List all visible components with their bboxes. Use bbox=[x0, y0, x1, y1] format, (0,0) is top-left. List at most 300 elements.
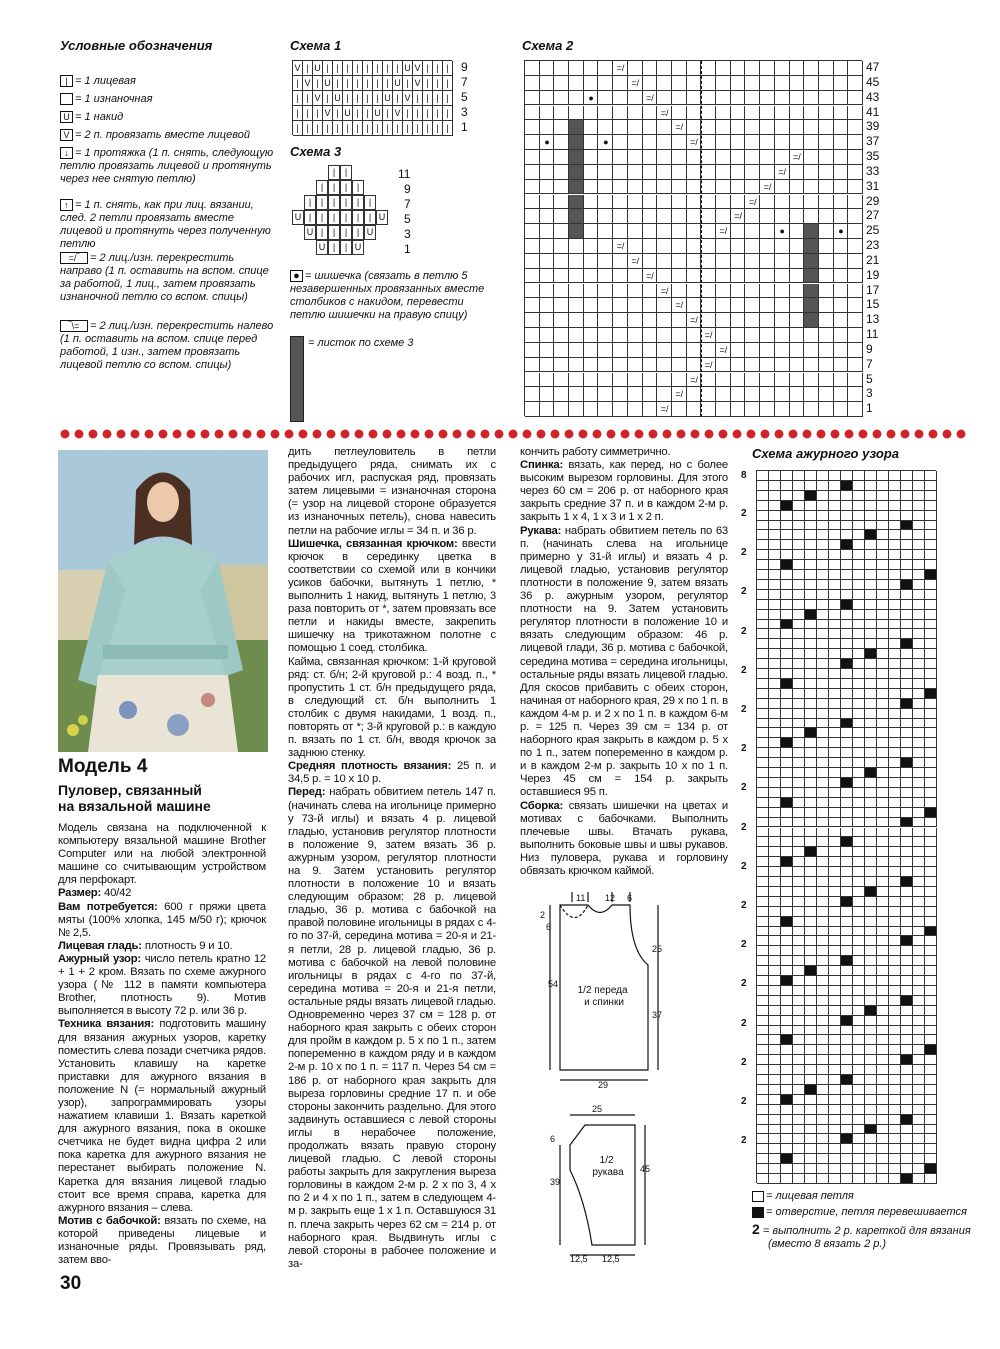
chart-cell bbox=[865, 679, 877, 689]
model-title: Модель 4 bbox=[58, 756, 148, 777]
chart-cell bbox=[829, 649, 841, 659]
legend-item-cross-left: ‾\= = 2 лиц./изн. перекрестить налево (1 п. оставить на вспом. спице перед работой, 1 изн., затем провязать лицевой петлю со вспом. спицы) bbox=[60, 320, 274, 371]
chart-cell bbox=[643, 343, 658, 358]
chart-cell bbox=[769, 540, 781, 550]
chart-cell bbox=[525, 284, 540, 299]
cross-mark: =/ bbox=[748, 196, 757, 207]
chart-cell bbox=[805, 1085, 817, 1095]
chart-cell bbox=[805, 1035, 817, 1045]
chart-cell bbox=[925, 847, 937, 857]
chart-cell bbox=[913, 540, 925, 550]
chart-cell bbox=[745, 135, 760, 150]
chart-cell bbox=[769, 1006, 781, 1016]
chart-cell bbox=[901, 689, 913, 699]
chart-cell bbox=[829, 986, 841, 996]
scheme3-grid bbox=[292, 165, 392, 255]
dim-width-25: 25 bbox=[592, 1104, 603, 1114]
chart-cell bbox=[757, 669, 769, 679]
chart-cell bbox=[913, 669, 925, 679]
knit-symbol-icon: | bbox=[60, 75, 73, 87]
chart-cell bbox=[817, 649, 829, 659]
chart-cell bbox=[716, 358, 731, 373]
chart-cell bbox=[554, 269, 569, 284]
chart-cell bbox=[757, 828, 769, 838]
chart-cell bbox=[901, 887, 913, 897]
chart-cell bbox=[841, 511, 853, 521]
chart-cell bbox=[841, 699, 853, 709]
chart-cell bbox=[889, 689, 901, 699]
chart-cell bbox=[889, 956, 901, 966]
chart-cell bbox=[525, 224, 540, 239]
chart-cell bbox=[865, 600, 877, 610]
chart-cell bbox=[805, 1125, 817, 1135]
chart-cell bbox=[769, 659, 781, 669]
chart-cell bbox=[757, 481, 769, 491]
chart-cell bbox=[731, 343, 746, 358]
chart-cell bbox=[865, 877, 877, 887]
chart-cell bbox=[925, 1095, 937, 1105]
chart-cell bbox=[781, 1144, 793, 1154]
chart-cell bbox=[745, 373, 760, 388]
chart-cell bbox=[925, 689, 937, 699]
scheme2-row: 45 bbox=[866, 74, 880, 89]
chart-cell bbox=[853, 481, 865, 491]
chart-cell bbox=[913, 491, 925, 501]
chart-cell bbox=[853, 590, 865, 600]
chart-cell bbox=[913, 788, 925, 798]
chart-cell bbox=[853, 1045, 865, 1055]
chart-cell bbox=[877, 887, 889, 897]
chart-cell bbox=[525, 61, 540, 76]
chart-cell bbox=[901, 570, 913, 580]
chart-cell bbox=[781, 778, 793, 788]
chart-cell bbox=[817, 550, 829, 560]
chart-cell bbox=[925, 1105, 937, 1115]
chart-cell bbox=[889, 1105, 901, 1115]
chart-cell bbox=[672, 358, 687, 373]
chart-cell bbox=[793, 639, 805, 649]
chart-cell bbox=[757, 936, 769, 946]
chart-cell bbox=[628, 180, 643, 195]
chart-cell bbox=[901, 1115, 913, 1125]
chart-cell bbox=[925, 590, 937, 600]
chart-cell bbox=[687, 387, 702, 402]
chart-cell bbox=[925, 629, 937, 639]
chart-cell bbox=[901, 818, 913, 828]
chart-cell bbox=[877, 877, 889, 887]
chart-cell bbox=[901, 1026, 913, 1036]
chart-cell bbox=[805, 521, 817, 531]
chart-cell bbox=[925, 501, 937, 511]
chart-cell bbox=[769, 590, 781, 600]
chart-cell bbox=[841, 1164, 853, 1174]
chart-cell bbox=[769, 1085, 781, 1095]
chart-cell bbox=[853, 828, 865, 838]
cross-left-symbol-icon: ‾\= bbox=[60, 320, 88, 332]
chart-cell: V bbox=[413, 76, 423, 91]
scheme2-row: 17 bbox=[866, 282, 880, 297]
chart-cell bbox=[877, 610, 889, 620]
chart-cell bbox=[834, 150, 849, 165]
lace-row-2: 2 bbox=[741, 860, 747, 872]
chart-cell bbox=[793, 818, 805, 828]
chart-cell bbox=[584, 239, 599, 254]
chart-cell bbox=[829, 798, 841, 808]
legend-item-cross-right: =/‾ = 2 лиц./изн. перекрестить направо (1 п. оставить на вспом. спице за работой, 1 лиц., затем провязать изнаночной петлю со вспом. спицы) bbox=[60, 252, 269, 303]
legend-item-bobble: ● = шишечка (связать в петлю 5 незавершенных провязанных вместе столбиков с накидом, перевести петлю шишечки на правую спицу) bbox=[290, 270, 485, 321]
chart-cell bbox=[817, 639, 829, 649]
chart-cell bbox=[805, 808, 817, 818]
chart-cell bbox=[598, 91, 613, 106]
chart-cell bbox=[805, 550, 817, 560]
chart-cell bbox=[569, 224, 584, 239]
chart-cell: | bbox=[443, 61, 453, 76]
chart-cell bbox=[925, 1164, 937, 1174]
chart-cell bbox=[901, 501, 913, 511]
chart-cell bbox=[643, 180, 658, 195]
chart-cell bbox=[716, 239, 731, 254]
chart-cell bbox=[554, 180, 569, 195]
chart-cell: | bbox=[353, 106, 363, 121]
chart-cell bbox=[757, 590, 769, 600]
chart-cell: | bbox=[343, 121, 353, 136]
chart-cell bbox=[781, 808, 793, 818]
chart-cell bbox=[793, 501, 805, 511]
chart-cell bbox=[701, 373, 716, 388]
lace-row-2: 2 bbox=[741, 939, 747, 951]
chart-cell bbox=[841, 867, 853, 877]
chart-cell bbox=[793, 956, 805, 966]
chart-cell bbox=[781, 610, 793, 620]
chart-cell: | bbox=[343, 61, 353, 76]
sleeve-piece bbox=[570, 1125, 635, 1245]
chart-cell bbox=[701, 106, 716, 121]
chart-cell bbox=[628, 284, 643, 299]
chart-cell bbox=[877, 1035, 889, 1045]
chart-cell bbox=[745, 328, 760, 343]
chart-cell bbox=[829, 996, 841, 1006]
chart-cell bbox=[829, 867, 841, 877]
chart-cell bbox=[841, 501, 853, 511]
chart-cell bbox=[793, 1055, 805, 1065]
chart-cell bbox=[657, 343, 672, 358]
chart-cell bbox=[853, 600, 865, 610]
chart-cell bbox=[775, 343, 790, 358]
chart-cell bbox=[865, 1095, 877, 1105]
chart-cell bbox=[760, 328, 775, 343]
chart-cell bbox=[865, 491, 877, 501]
chart-cell bbox=[877, 966, 889, 976]
chart-cell bbox=[793, 976, 805, 986]
chart-cell bbox=[805, 709, 817, 719]
purl-symbol-icon bbox=[60, 93, 73, 105]
chart-cell bbox=[865, 956, 877, 966]
chart-cell bbox=[829, 946, 841, 956]
chart-cell bbox=[687, 343, 702, 358]
chart-cell bbox=[889, 788, 901, 798]
chart-cell bbox=[781, 1016, 793, 1026]
chart-cell bbox=[628, 269, 643, 284]
dim-height-54: 54 bbox=[548, 979, 559, 989]
chart-cell bbox=[817, 1134, 829, 1144]
chart-cell bbox=[569, 328, 584, 343]
chart-cell bbox=[781, 679, 793, 689]
chart-cell bbox=[781, 659, 793, 669]
chart-cell bbox=[889, 1174, 901, 1184]
cross-mark: =/ bbox=[660, 107, 669, 118]
chart-cell bbox=[925, 748, 937, 758]
chart-cell bbox=[901, 857, 913, 867]
chart-cell bbox=[877, 649, 889, 659]
chart-cell bbox=[913, 976, 925, 986]
chart-cell bbox=[781, 1006, 793, 1016]
chart-cell bbox=[834, 358, 849, 373]
chart-cell bbox=[913, 659, 925, 669]
chart-cell bbox=[804, 402, 819, 417]
chart-cell bbox=[760, 150, 775, 165]
chart-cell bbox=[817, 828, 829, 838]
chart-cell: | bbox=[316, 210, 328, 225]
lace-scheme-title: Схема ажурного узора bbox=[752, 446, 900, 461]
chart-cell bbox=[889, 887, 901, 897]
chart-cell bbox=[913, 808, 925, 818]
chart-cell bbox=[757, 1174, 769, 1184]
chart-cell bbox=[805, 748, 817, 758]
chart-cell bbox=[853, 1144, 865, 1154]
chart-cell bbox=[769, 1055, 781, 1065]
chart-cell bbox=[829, 1045, 841, 1055]
chart-cell bbox=[769, 976, 781, 986]
chart-cell bbox=[865, 530, 877, 540]
chart-cell bbox=[701, 76, 716, 91]
chart-cell bbox=[613, 387, 628, 402]
chart-cell bbox=[793, 620, 805, 630]
chart-cell bbox=[598, 106, 613, 121]
chart-cell bbox=[554, 91, 569, 106]
chart-cell bbox=[598, 209, 613, 224]
chart-cell bbox=[853, 511, 865, 521]
chart-cell bbox=[817, 629, 829, 639]
chart-cell bbox=[877, 976, 889, 986]
chart-cell bbox=[817, 699, 829, 709]
chart-cell bbox=[913, 530, 925, 540]
chart-cell bbox=[569, 61, 584, 76]
chart-cell bbox=[716, 195, 731, 210]
chart-cell bbox=[769, 1065, 781, 1075]
chart-cell bbox=[841, 907, 853, 917]
chart-cell bbox=[628, 165, 643, 180]
cross-mark: =/ bbox=[792, 152, 801, 162]
chart-cell bbox=[757, 1065, 769, 1075]
chart-cell bbox=[769, 788, 781, 798]
chart-cell bbox=[901, 758, 913, 768]
chart-cell bbox=[901, 798, 913, 808]
chart-cell bbox=[817, 748, 829, 758]
chart-cell bbox=[925, 659, 937, 669]
chart-cell bbox=[769, 927, 781, 937]
chart-cell bbox=[877, 1105, 889, 1115]
chart-cell bbox=[781, 530, 793, 540]
chart-cell bbox=[769, 847, 781, 857]
chart-cell bbox=[775, 298, 790, 313]
lace-legend-note: (вместо 8 вязать 2 р.) bbox=[768, 1238, 887, 1250]
chart-cell bbox=[817, 818, 829, 828]
chart-cell bbox=[769, 530, 781, 540]
chart-cell bbox=[769, 828, 781, 838]
chart-cell bbox=[877, 540, 889, 550]
chart-cell bbox=[757, 1095, 769, 1105]
chart-cell bbox=[819, 76, 834, 91]
chart-cell bbox=[853, 867, 865, 877]
chart-cell bbox=[757, 1085, 769, 1095]
chart-cell bbox=[853, 639, 865, 649]
chart-cell bbox=[901, 1174, 913, 1184]
dim-left-2: 2 bbox=[540, 910, 546, 920]
chart-cell bbox=[925, 1174, 937, 1184]
chart-cell bbox=[829, 728, 841, 738]
chart-cell bbox=[841, 1105, 853, 1115]
chart-cell bbox=[757, 738, 769, 748]
chart-cell bbox=[913, 946, 925, 956]
scheme2-row: 9 bbox=[866, 341, 873, 356]
chart-cell bbox=[687, 254, 702, 269]
chart-cell: | bbox=[443, 121, 453, 136]
chart-cell bbox=[901, 828, 913, 838]
chart-cell bbox=[865, 1164, 877, 1174]
chart-cell bbox=[913, 877, 925, 887]
chart-cell: | bbox=[423, 121, 433, 136]
chart-cell bbox=[853, 649, 865, 659]
chart-cell bbox=[841, 600, 853, 610]
chart-cell bbox=[731, 135, 746, 150]
chart-cell bbox=[584, 195, 599, 210]
chart-cell bbox=[769, 966, 781, 976]
chart-cell bbox=[687, 180, 702, 195]
chart-cell bbox=[613, 180, 628, 195]
chart-cell bbox=[525, 358, 540, 373]
chart-cell bbox=[731, 224, 746, 239]
chart-cell bbox=[901, 699, 913, 709]
chart-cell: | bbox=[443, 76, 453, 91]
chart-cell bbox=[901, 728, 913, 738]
chart-cell bbox=[841, 946, 853, 956]
chart-cell bbox=[790, 209, 805, 224]
dotted-divider bbox=[58, 428, 968, 440]
chart-cell bbox=[877, 917, 889, 927]
chart-cell bbox=[877, 639, 889, 649]
chart-cell: | bbox=[303, 91, 313, 106]
chart-cell bbox=[525, 373, 540, 388]
chart-cell: | bbox=[333, 76, 343, 91]
chart-cell bbox=[584, 224, 599, 239]
chart-cell bbox=[817, 709, 829, 719]
chart-cell bbox=[793, 719, 805, 729]
chart-cell bbox=[877, 620, 889, 630]
chart-cell bbox=[790, 313, 805, 328]
chart-cell bbox=[781, 1095, 793, 1105]
chart-cell bbox=[853, 540, 865, 550]
chart-cell bbox=[643, 195, 658, 210]
chart-cell bbox=[817, 1105, 829, 1115]
column-3-text: кончить работу симметрично. Спинка: вязать, как перед, но с более высоким вырезом горловины. Для этого через 60 см = 206 р. от наборного края закрыть средние 37 п. и в каждом 2-м р. закрыть 1 х 4, 1 х 3 и 1 х 2 п. Рукава: набрать обвитием петель по 63 п. (начинать слева на игольнице примерно у 31-й иглы) и вязать 4 р. лицевой гладью, установив регулятор плотности в положение 9, затем вязать 36 р. ажурным узором, регулятор плотности на 9. Затем установить регулятор плотности в положение 10 и вязать следующим образом: 46 р. лицевой глади, 36 р. мотива с бабочкой, середина мотива = середина игольницы, остальные ряды вязать лицевой гладью. Для скосов прибавить с обеих сторон, начиная от наборного края, 29 х по 1 п. в каждом 4-м р. и 2 х по 1 п. в каждом 6-м р. = 125 п. Через 39 см = 134 р. от наборного края закрыть в каждом р. 5 х по 1 п., затем попеременно в каждом р. и в каждом 2-м р. закрыть 10 х по 1 п. Через 45 см = 154 р. закрыть оставшиеся 95 п. Сборка: связать шишечки на цветах и мотивах с бабочками. Выполнить плечевые швы. Втачать рукава, выполнить боковые швы и швы рукавов. Низ пуловера, рукава и горловину обвязать крючком каймой. bbox=[520, 446, 728, 877]
chart-cell bbox=[781, 837, 793, 847]
lace-legend-two: 2 = выполнить 2 р. кареткой для вязания bbox=[752, 1221, 971, 1237]
chart-cell bbox=[716, 313, 731, 328]
chart-cell bbox=[819, 402, 834, 417]
scheme2-row: 5 bbox=[866, 371, 873, 386]
chart-cell bbox=[925, 828, 937, 838]
column-2-text: дить петлеуловитель в петли предыдущего ряда, снимать их с рабочих игл, распуская ряд, провязать затем лицевыми = изнаночная сторона (= узор на лицевой стороне образуется из изнаночных петель), снова навесить петли на рабочие иглы = 34 п. и 36 р. Шишечка, связанная крючком: ввести крючок в серединку цветка в соответствии со схемой или в кончики усиков бабочки, вытянуть 1 петлю, * выполнить 1 накид, вытянуть 1 петлю, 3 раза повторить от *, затем провязать все петли и накиды вместе, закрепить шишечку на трикотажном полотне с помощью 1 соед. столбика. Кайма, связанная крючком: 1-й круговой ряд: ст. б/н; 2-й круговой р.: 4 возд. п., * пропустить 1 ст. б/н предыдущего ряда, в следующий ст. б/н выполнить 1 столбик с двумя накидами, 1 возд. п., повторять от *; 3-й круговой р.: в каждую п. вязать по 1 ст. б/н, вводя крючок за заднюю стенку. Средняя плотность вязания: 25 п. и 34,5 р. = 10 х 10 р. Перед: набрать обвитием петель 147 п. (начинать слева на игольнице примерно у 73-й иглы) и вязать 4 р. лицевой гладью, установив регулятор плотности в положение 9, затем вязать 36 р. ажурным узором, регулятор плотности на 9. Затем установить регулятор плотности в положение 10 и вязать следующим образом: 28 р. лицевой гладью, 36 р. мотива с бабочкой на правой половине игольницы в рядах с 4-го по 37-й, середина мотива = 20-я и 21-я петли, 28 р. лицевой гладью, 36 р. мотива с бабочкой на левой половине игольницы в рядах с 4-го по 37-й, середина мотива = 20-я и 21-я петли, остальные ряды вязать лицевой гладью. Одновременно через 37 см = 128 р. от наборного края закрыть с обеих сторон для пройм в каждом р. 5 х по 1 п., затем попеременно в каждом ряду и в каждом 2-м р. 10 х по 1 п. = 117 п. Через 54 см = 186 р. от наборного края закрыть для выреза горловины средние 17 п. и обе стороны закончить раздельно. Для этого задвинуть оставшиеся с левой стороны иглы в нерабочее положение, продолжать вязать правую сторону лицевой гладью. С левой стороны работы закрыть для закругления выреза горловины в каждом 2-м р. 2 х по 3, 4 х по 2 и 4 х по 1 п., затем в следующем 4-м р. закрыть еще 1 х 1 п. Оставшуюся 31 п. плеча закрыть через 62 см = 214 р. от наборного края. Выдвинуть иглы с левой стороны в рабочее положение и за- bbox=[288, 446, 497, 1270]
dim-height-25: 25 bbox=[652, 944, 663, 954]
chart-cell bbox=[841, 728, 853, 738]
chart-cell bbox=[865, 1144, 877, 1154]
chart-cell bbox=[525, 106, 540, 121]
chart-cell bbox=[793, 580, 805, 590]
chart-cell bbox=[913, 580, 925, 590]
chart-cell bbox=[757, 659, 769, 669]
chart-cell bbox=[598, 180, 613, 195]
chart-cell: | bbox=[433, 121, 443, 136]
chart-cell bbox=[760, 402, 775, 417]
chart-cell bbox=[757, 689, 769, 699]
chart-cell bbox=[877, 1144, 889, 1154]
chart-cell bbox=[760, 269, 775, 284]
chart-cell bbox=[584, 254, 599, 269]
chart-cell bbox=[760, 358, 775, 373]
chart-cell bbox=[805, 590, 817, 600]
chart-cell bbox=[793, 758, 805, 768]
yarnover-symbol-icon: U bbox=[60, 111, 73, 123]
chart-cell bbox=[793, 907, 805, 917]
chart-cell: | bbox=[343, 76, 353, 91]
chart-cell bbox=[569, 180, 584, 195]
scheme2-row: 15 bbox=[866, 297, 880, 312]
chart-cell bbox=[829, 590, 841, 600]
chart-cell bbox=[731, 284, 746, 299]
chart-cell bbox=[901, 659, 913, 669]
chart-cell bbox=[829, 1125, 841, 1135]
chart-cell bbox=[769, 1045, 781, 1055]
chart-cell bbox=[817, 867, 829, 877]
chart-cell bbox=[829, 1065, 841, 1075]
chart-cell bbox=[769, 738, 781, 748]
chart-cell bbox=[793, 946, 805, 956]
chart-cell bbox=[525, 254, 540, 269]
chart-cell bbox=[829, 639, 841, 649]
chart-cell bbox=[865, 649, 877, 659]
chart-cell bbox=[805, 1026, 817, 1036]
chart-cell bbox=[834, 373, 849, 388]
chart-cell bbox=[793, 1125, 805, 1135]
chart-cell bbox=[540, 343, 555, 358]
chart-cell: U bbox=[393, 76, 403, 91]
chart-cell bbox=[769, 1075, 781, 1085]
chart-cell bbox=[877, 1134, 889, 1144]
chart-cell bbox=[805, 828, 817, 838]
lace-row-8: 8 bbox=[741, 470, 747, 481]
chart-cell bbox=[613, 254, 628, 269]
chart-cell bbox=[805, 798, 817, 808]
chart-cell bbox=[781, 748, 793, 758]
chart-cell bbox=[598, 358, 613, 373]
chart-cell bbox=[925, 679, 937, 689]
chart-cell bbox=[769, 1115, 781, 1125]
cross-mark: =/ bbox=[690, 315, 698, 326]
chart-cell bbox=[757, 1016, 769, 1026]
chart-cell bbox=[901, 679, 913, 689]
chart-cell bbox=[829, 857, 841, 867]
chart-cell bbox=[769, 709, 781, 719]
